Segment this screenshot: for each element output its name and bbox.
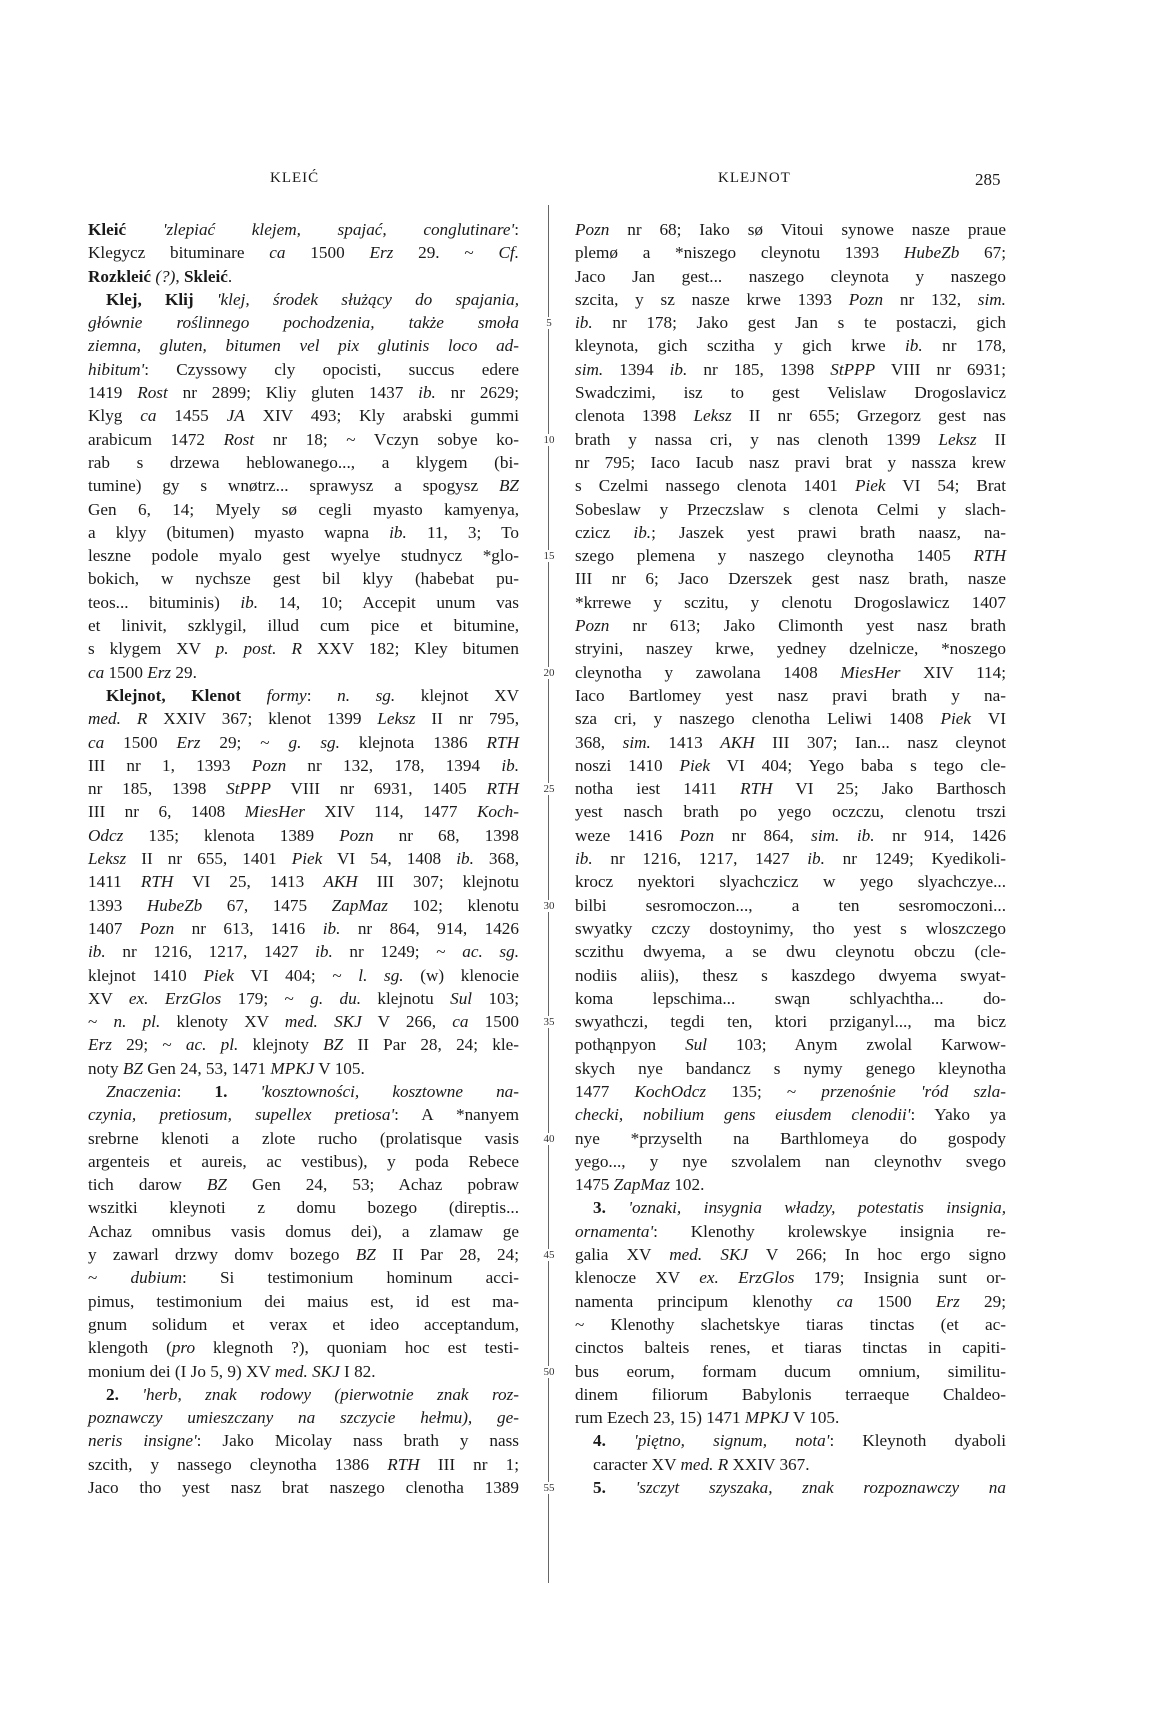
text-line: noty BZ Gen 24, 53, 1471 MPKJ V 105. (88, 1058, 365, 1078)
text-line: notha iest 1411 RTH VI 25; Jako Barthosch (575, 779, 1006, 799)
text-line: ib. nr 1216, 1217, 1427 ib. nr 1249; Kyedikoli- (575, 849, 1006, 869)
text-line: Rozkleić (?), Skleić. (88, 266, 233, 286)
text-line: 1419 Rost nr 2899; Kliy gluten 1437 ib. nr 2629; (88, 383, 519, 403)
text-line: 368, sim. 1413 AKH III 307; Ian... nasz cleynot (575, 732, 1007, 752)
text-line: med. R XXIV 367; klenot 1399 Leksz II nr 795, (88, 709, 519, 729)
text-line: rab s drzewa heblowanego..., a klygem (bi- (88, 452, 519, 472)
text-line: nr 185, 1398 StPPP VIII nr 6931, 1405 RTH (88, 779, 519, 799)
text-line: tumine) gy s wnøtrz... sprawysz a spogysz BZ (88, 476, 519, 496)
line-number: 25 (538, 783, 560, 795)
line-number: 35 (538, 1016, 560, 1028)
text-line: bus eorum, formam ducum omnium, similitu- (575, 1361, 1006, 1381)
text-line: bokich, w nychsze gest bil klyy (habebat pu- (88, 569, 519, 589)
text-line: skych nye bandancz s nymy genego kleynotha (575, 1058, 1006, 1078)
text-line: szego plemena y naszego cleynotha 1405 RTH (575, 546, 1006, 566)
text-line: sczithu dwyema, a se dwu cleynotu obczu (cle- (575, 942, 1006, 962)
text-line: nye *przyselth na Barthlomeya do gospody (575, 1128, 1006, 1148)
text-line: rum Ezech 23, 15) 1471 MPKJ V 105. (575, 1408, 840, 1428)
text-line: stryini, naszey krwe, yedney dzelnicze, *noszego (575, 639, 1006, 659)
text-line: weze 1416 Pozn nr 864, sim. ib. nr 914, 1426 (575, 825, 1006, 845)
line-number: 20 (538, 667, 560, 679)
line-number: 5 (538, 317, 560, 329)
text-line: klejnot 1410 Piek VI 404; ~ l. sg. (w) klenocie (88, 965, 519, 985)
text-line: Erz 29; ~ ac. pl. klejnoty BZ II Par 28, 24; kle- (88, 1035, 519, 1055)
text-line: caracter XV med. R XXIV 367. (593, 1454, 810, 1474)
text-line: kleynota, gich sczitha y gich krwe ib. nr 178, (575, 336, 1006, 356)
text-line: 1411 RTH VI 25, 1413 AKH III 307; klejnotu (88, 872, 519, 892)
text-line: bilbi sesromoczon..., a ten sesromoczoni... (575, 895, 1006, 915)
text-line: s Czelmi nassego clenota 1401 Piek VI 54; Brat (575, 476, 1006, 496)
text-line: Jaco Jan gest... naszego cleynota y naszego (575, 266, 1006, 286)
text-line: Znaczenia: 1. 'kosztowności, kosztowne na- (106, 1081, 520, 1101)
text-line: krocz nyektori slyachczicz w yego slyachczye... (575, 872, 1006, 892)
text-line: y zawarl drzwy domv bozego BZ II Par 28, 24; (88, 1245, 519, 1265)
text-line: namenta principum klenothy ca 1500 Erz 29; (575, 1291, 1007, 1311)
text-line: ~ n. pl. klenoty XV med. SKJ V 266, ca 1500 (88, 1012, 520, 1032)
text-line: Gen 6, 14; Myely sø cegli myasto kamyenya, (88, 499, 519, 519)
text-line: noszi 1410 Piek VI 404; Yego baba s tego cle- (575, 755, 1007, 775)
text-line: sza cri, y naszego clenotha Leliwi 1408 Piek VI (575, 709, 1007, 729)
text-line: 4. 'piętno, signum, nota': Kleynoth dyaboli (593, 1431, 1007, 1451)
text-line: gnum solidum et verax et ideo acceptandum, (88, 1314, 519, 1334)
text-line: wszitki kleynoti z domu bozego (direptis... (88, 1198, 519, 1218)
line-number: 10 (538, 434, 560, 446)
text-line: Jaco tho yest nasz brat naszego clenotha 1389 (88, 1478, 519, 1498)
text-line: klenocze XV ex. ErzGlos 179; Insignia sunt or- (575, 1268, 1007, 1288)
line-number: 30 (538, 900, 560, 912)
text-line: III nr 1, 1393 Pozn nr 132, 178, 1394 ib. (88, 755, 519, 775)
text-line: 1477 KochOdcz 135; ~ przenośnie 'ród szla- (575, 1081, 1006, 1101)
text-line: ornamenta': Klenothy krolewskye insignia re- (575, 1221, 1006, 1241)
text-line: dinem filiorum Babylonis terraeque Chaldeo- (575, 1384, 1006, 1404)
text-line: hibitum': Czyssowy cly opocisti, succus edere (88, 359, 519, 379)
text-line: nodiis aliis), thesz s kaszdego dwyema swyat- (575, 965, 1006, 985)
text-line: III nr 6, 1408 MiesHer XIV 114, 1477 Koch- (88, 802, 519, 822)
text-line: nr 795; Iaco Iacub nasz pravi brat y nassza krew (575, 452, 1006, 472)
text-line: ib. nr 178; Jako gest Jan s te postaczi, gich (575, 313, 1006, 333)
text-line: Swadczimi, isz to gest Velislaw Drogoslavicz (575, 383, 1006, 403)
text-line: koma lepschima... swąn schlyachtha... do- (575, 988, 1006, 1008)
text-line: 1475 ZapMaz 102. (575, 1175, 705, 1195)
text-line: checki, nobilium gens eiusdem clenodii': Yako ya (575, 1105, 1006, 1125)
text-line: ca 1500 Erz 29. (88, 662, 197, 682)
text-line: 5. 'szczyt szyszaka, znak rozpoznawczy na (593, 1478, 1006, 1498)
text-line: szcith, y nassego cleynotha 1386 RTH III nr 1; (88, 1454, 519, 1474)
text-line: pimus, testimonium dei maius est, id est ma- (88, 1291, 519, 1311)
page-number: 285 (975, 170, 1001, 189)
text-line: cinctos balteis renes, et tiaras tinctas in capiti- (575, 1338, 1006, 1358)
text-line: monium dei (I Jo 5, 9) XV med. SKJ I 82. (88, 1361, 376, 1381)
text-line: Klyg ca 1455 JA XIV 493; Kly arabski gummi (88, 406, 520, 426)
text-line: yego..., y nye szvolalem nan cleynothv svego (575, 1151, 1006, 1171)
text-line: argenteis et aureis, ac vestibus), y poda Rebece (88, 1151, 519, 1171)
text-line: arabicum 1472 Rost nr 18; ~ Vczyn sobye ko- (88, 429, 519, 449)
text-line: ~ Klenothy slachetskye tiaras tinctas (et ac- (575, 1314, 1006, 1334)
text-line: plemø a *niszego cleynotu 1393 HubeZb 67; (575, 243, 1006, 263)
text-line: klengoth (pro klegnoth ?), quoniam hoc est testi- (88, 1338, 519, 1358)
text-line: głównie roślinnego pochodzenia, także smoła (88, 313, 519, 333)
text-line: brath y nassa cri, y nas clenoth 1399 Leksz II (575, 429, 1006, 449)
text-line: czynia, pretiosum, supellex pretiosa': A *nanyem (88, 1105, 519, 1125)
text-line: pothąnpyon Sul 103; Anym zwolal Karwow- (575, 1035, 1007, 1055)
text-line: cleynotha y zawolana 1408 MiesHer XIV 114; (575, 662, 1006, 682)
text-line: ~ dubium: Si testimonium hominum acci- (88, 1268, 519, 1288)
text-line: clenota 1398 Leksz II nr 655; Grzegorz gest nas (575, 406, 1006, 426)
text-line: srebrne klenoti a zlote rucho (prolatisque vasis (88, 1128, 519, 1148)
text-line: Sobeslaw y Przeczslaw s clenota Celmi y slach- (575, 499, 1006, 519)
text-line: teos... bituminis) ib. 14, 10; Accepit unum vas (88, 592, 519, 612)
text-line: neris insigne': Jako Micolay nass brath y nass (88, 1431, 520, 1451)
text-line: Kleić 'zlepiać klejem, spajać, conglutinare': (88, 220, 519, 239)
text-line: Klej, Klij 'klej, środek służący do spajania, (106, 289, 519, 309)
text-line: Klegycz bituminare ca 1500 Erz 29. ~ Cf. (88, 243, 520, 263)
text-line: yest nasch brath po yego oczczu, clenotu trszi (575, 802, 1006, 822)
text-line: Achaz omnibus vasis domus dei), a zlamaw ge (88, 1221, 519, 1241)
text-line: poznawczy umieszczany na szczycie hełmu), ge- (88, 1408, 519, 1428)
text-line: tich darow BZ Gen 24, 53; Achaz pobraw (88, 1175, 519, 1195)
text-line: leszne podole myalo gest wyelye studnycz *glo- (88, 546, 519, 566)
text-line: czicz ib.; Jaszek yest prawi brath naasz, na- (575, 522, 1006, 542)
text-line: galia XV med. SKJ V 266; In hoc ergo signo (575, 1245, 1006, 1265)
text-line: s klygem XV p. post. R XXV 182; Kley bitumen (88, 639, 520, 659)
text-line: Pozn nr 68; Iako sø Vitoui synowe nasze praue (575, 220, 1006, 239)
left-column (88, 218, 519, 1499)
running-header-right: KLEJNOT (718, 170, 791, 186)
line-number: 55 (538, 1482, 560, 1494)
text-line: Leksz II nr 655, 1401 Piek VI 54, 1408 ib. 368, (88, 849, 520, 869)
text-line: 1407 Pozn nr 613, 1416 ib. nr 864, 914, 1426 (88, 918, 519, 938)
text-line: ib. nr 1216, 1217, 1427 ib. nr 1249; ~ ac. sg. (88, 942, 519, 962)
running-header-left: KLEIĆ (270, 170, 320, 186)
text-line: szcita, y sz nasze krwe 1393 Pozn nr 132, sim. (575, 289, 1006, 309)
right-column (575, 218, 1006, 1499)
text-line: 2. 'herb, znak rodowy (pierwotnie znak roz- (106, 1384, 519, 1404)
line-number: 50 (538, 1366, 560, 1378)
text-line: III nr 6; Jaco Dzerszek gest nasz brath, nasze (575, 569, 1006, 589)
text-line: sim. 1394 ib. nr 185, 1398 StPPP VIII nr 6931; (575, 359, 1007, 379)
text-line: XV ex. ErzGlos 179; ~ g. du. klejnotu Sul 103; (88, 988, 520, 1008)
text-line: a klyy (bitumen) myasto wapna ib. 11, 3; To (88, 522, 520, 542)
text-line: Klejnot, Klenot formy: n. sg. klejnot XV (106, 685, 519, 705)
text-line: swyatky czczy dostoynimy, tho yest s wloszczego (575, 918, 1006, 938)
text-line: 3. 'oznaki, insygnia władzy, potestatis insignia, (593, 1198, 1006, 1218)
text-line: 1393 HubeZb 67, 1475 ZapMaz 102; klenotu (88, 895, 519, 915)
line-number: 45 (538, 1249, 560, 1261)
text-line: ziemna, gluten, bitumen vel pix glutinis loco ad- (88, 336, 519, 356)
text-line: Iaco Bartlomey yest nasz pravi brath y na- (575, 685, 1006, 705)
text-line: Pozn nr 613; Jako Climonth yest nasz brath (575, 616, 1006, 636)
text-line: Odcz 135; klenota 1389 Pozn nr 68, 1398 (88, 825, 519, 845)
line-number: 15 (538, 550, 560, 562)
text-line: et linivit, szklygil, illud cum pice et bitumine, (88, 616, 519, 636)
line-number: 40 (538, 1133, 560, 1145)
text-line: ca 1500 Erz 29; ~ g. sg. klejnota 1386 RTH (88, 732, 519, 752)
text-line: *krrewe y sczitu, y clenotu Drogoslawicz 1407 (575, 592, 1006, 612)
text-line: swyathczi, tegdi ten, ktori prziganyl..., ma bicz (575, 1012, 1006, 1032)
